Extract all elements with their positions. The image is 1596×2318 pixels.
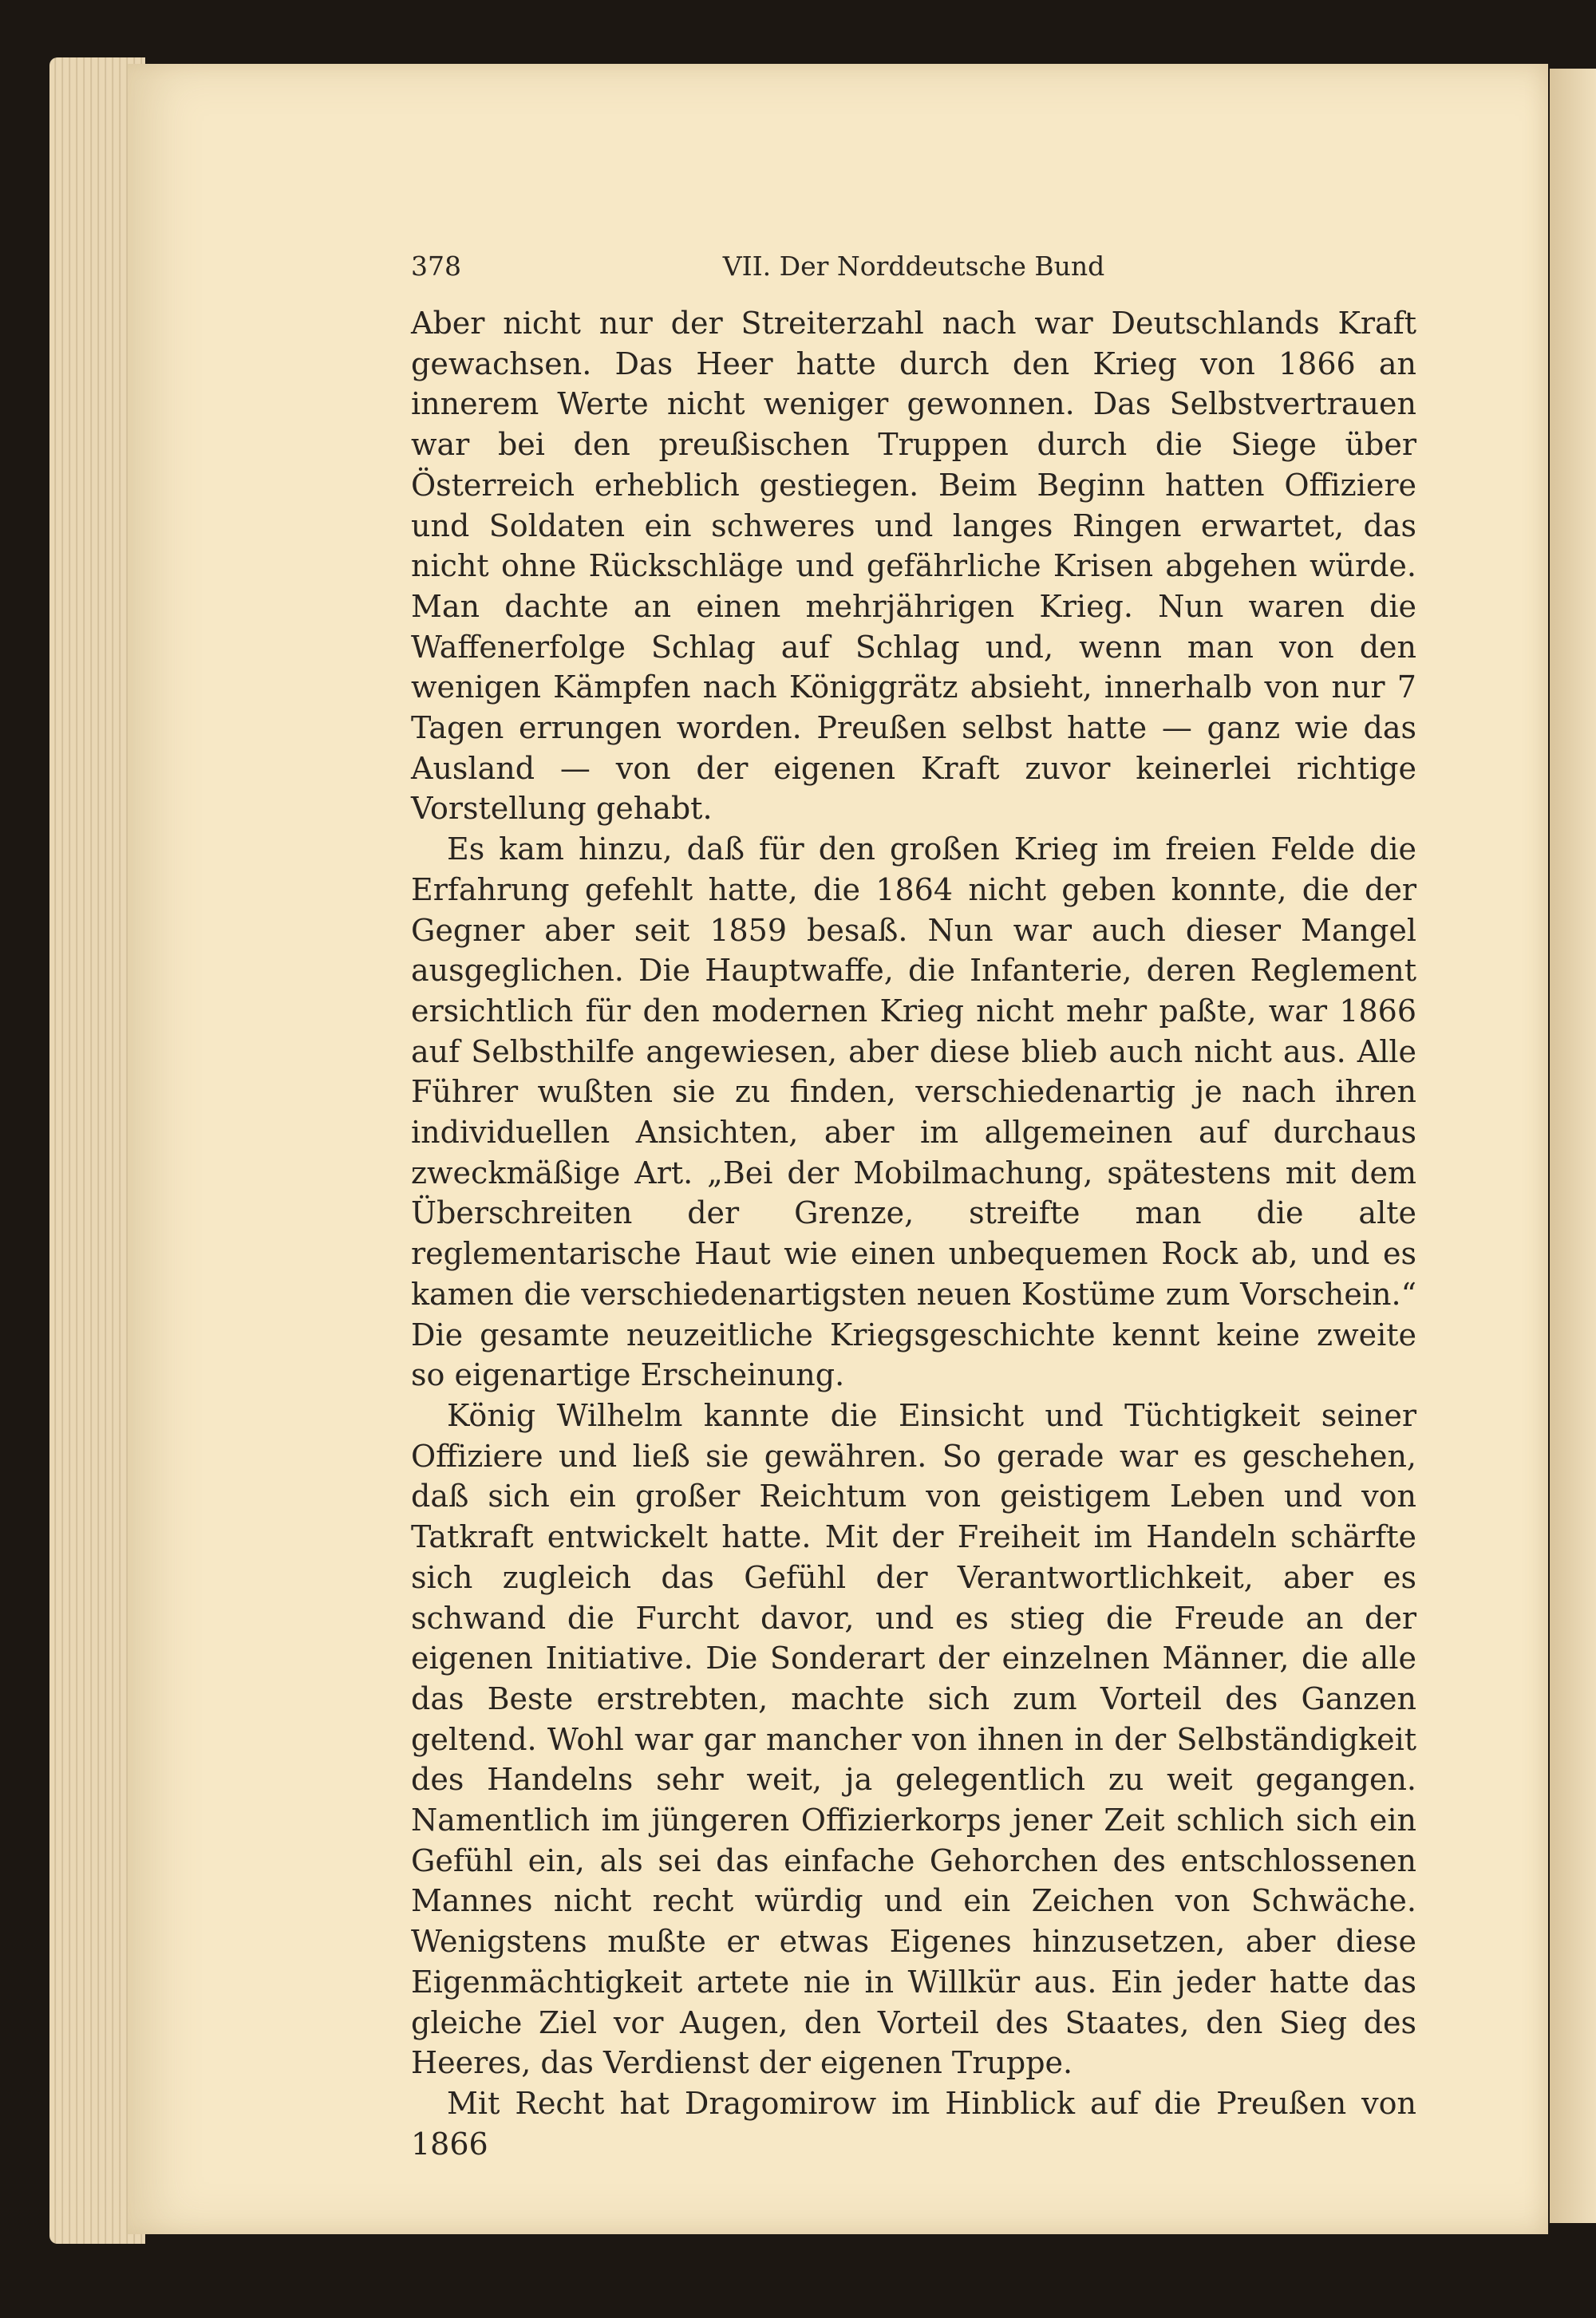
paragraph: Es kam hinzu, daß für den großen Krieg im freien Felde die Erfahrung gefehlt hatte, die 1864 nicht geben konnte, die der Gegner aber seit 1859 besaß. Nun war auch dieser Mangel ausgeglichen. Die Hauptwaffe, die Infanterie, deren Reglement ersichtlich für den modernen Krieg nicht mehr paßte, war 1866 auf Selbsthilfe angewiesen, aber diese blieb auch nicht aus. Alle Führer wußten sie zu finden, verschiedenartig je nach ihren individuellen Ansichten, aber im allgemeinen auf durchaus zweckmäßige Art. „Bei der Mobilmachung, spätestens mit dem Überschreiten der Grenze, streifte man die alte reglementarische Haut wie einen unbequemen Rock ab, und es kamen die verschiedenartigsten neuen Kostüme zum Vorschein.“ Die gesamte neuzeitliche Kriegsgeschichte kennt keine zweite so eigenartige Erscheinung. — [411, 831, 1416, 1393]
facing-page-edge — [1550, 69, 1596, 2223]
running-title: VII. Der Norddeutsche Bund — [722, 251, 1105, 282]
page-number: 378 — [411, 251, 461, 282]
paragraph: Aber nicht nur der Streiterzahl nach war Deutschlands Kraft gewachsen. Das Heer hatte durch den Krieg von 1866 an innerem Werte nicht weniger gewonnen. Das Selbstvertrauen war bei den preußischen Truppen durch die Siege über Österreich erheblich gestiegen. Beim Beginn hatten Offiziere und Soldaten ein schweres und langes Ringen erwartet, das nicht ohne Rückschläge und gefährliche Krisen abgehen würde. Man dachte an einen mehrjährigen Krieg. Nun waren die Waffenerfolge Schlag auf Schlag und, wenn man von den wenigen Kämpfen nach Königgrätz absieht, innerhalb von nur 7 Tagen errungen worden. Preußen selbst hatte — ganz wie das Ausland — von der eigenen Kraft zuvor keinerlei richtige Vorstellung gehabt. — [411, 306, 1416, 827]
paragraph: Mit Recht hat Dragomirow im Hinblick auf die Preußen von 1866 — [411, 2085, 1416, 2162]
body-text — [411, 303, 1416, 2164]
paragraph: König Wilhelm kannte die Einsicht und Tüchtigkeit seiner Offiziere und ließ sie gewähren. So gerade war es geschehen, daß sich ein großer Reichtum von geistigem Leben und von Tatkraft entwickelt hatte. Mit der Freiheit im Handeln schärfte sich zugleich das Gefühl der Verantwortlichkeit, aber es schwand die Furcht davor, und es stieg die Freude an der eigenen Initiative. Die Sonderart der einzelnen Männer, die alle das Beste erstrebten, machte sich zum Vorteil des Ganzen geltend. Wohl war gar mancher von ihnen in der Selbständigkeit des Handelns sehr weit, ja gelegentlich zu weit gegangen. Namentlich im jüngeren Offizierkorps jener Zeit schlich sich ein Gefühl ein, als sei das einfache Gehorchen des entschlossenen Mannes nicht recht würdig und ein Zeichen von Schwäche. Wenigstens mußte er etwas Eigenes hinzusetzen, aber diese Eigenmächtigkeit artete nie in Willkür aus. Ein jeder hatte das gleiche Ziel vor Augen, den Vorteil des Staates, den Sieg des Heeres, das Verdienst der eigenen Truppe. — [411, 1397, 1416, 2081]
page-header — [411, 251, 1416, 290]
